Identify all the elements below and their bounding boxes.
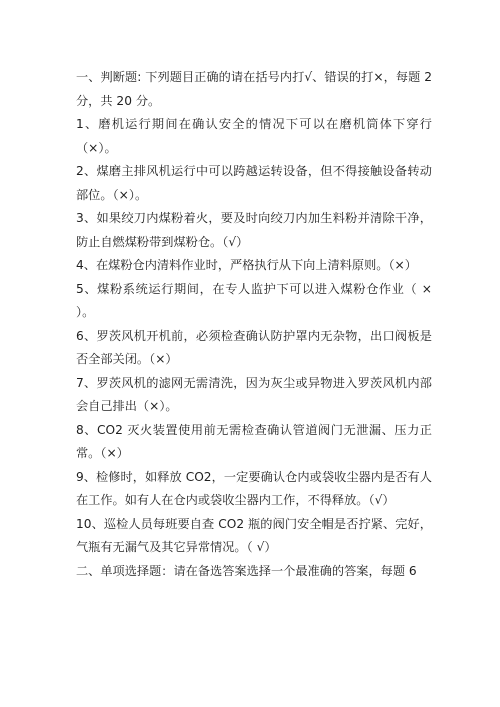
question-item: 8、CO2 灭火装置使用前无需检查确认管道阀门无泄漏、压力正常。（×） <box>76 422 432 460</box>
document-body <box>76 66 432 583</box>
question-item: 7、罗茨风机的滤网无需清洗，因为灰尘或异物进入罗茨风机内部会自己排出（×）。 <box>76 375 432 413</box>
question-item: 6、罗茨风机开机前，必须检查确认防护罩内无杂物，出口阀板是否全部关闭。（×） <box>76 328 432 366</box>
question-item: 3、如果绞刀内煤粉着火，要及时向绞刀内加生料粉并清除干净，防止自燃煤粉带到煤粉仓。（√） <box>76 211 432 249</box>
question-item: 2、煤磨主排风机运行中可以跨越运转设备，但不得接触设备转动部位。（×）。 <box>76 164 432 202</box>
question-item: 9、检修时，如释放 CO2，一定要确认仓内或袋收尘器内是否有人在工作。如有人在仓内或袋收尘器内工作，不得释放。（√） <box>76 469 432 507</box>
section-heading-judgment: 一、判断题: 下列题目正确的请在括号内打√、错误的打×，每题 2 分，共 20 分。 <box>76 70 432 108</box>
question-item: 1、磨机运行期间在确认安全的情况下可以在磨机筒体下穿行（×）。 <box>76 117 432 155</box>
question-item: 10、巡检人员每班要自查 CO2 瓶的阀门安全帽是否拧紧、完好，气瓶有无漏气及其它异常情况。（ √） <box>76 516 432 554</box>
question-item: 5、煤粉系统运行期间，在专人监护下可以进入煤粉仓作业（ × ）。 <box>76 281 432 319</box>
section-heading-single-choice: 二、单项选择题：请在备选答案选择一个最准确的答案，每题 6 <box>76 563 417 578</box>
question-item: 4、在煤粉仓内清料作业时，严格执行从下向上清料原则。（×） <box>76 258 417 272</box>
